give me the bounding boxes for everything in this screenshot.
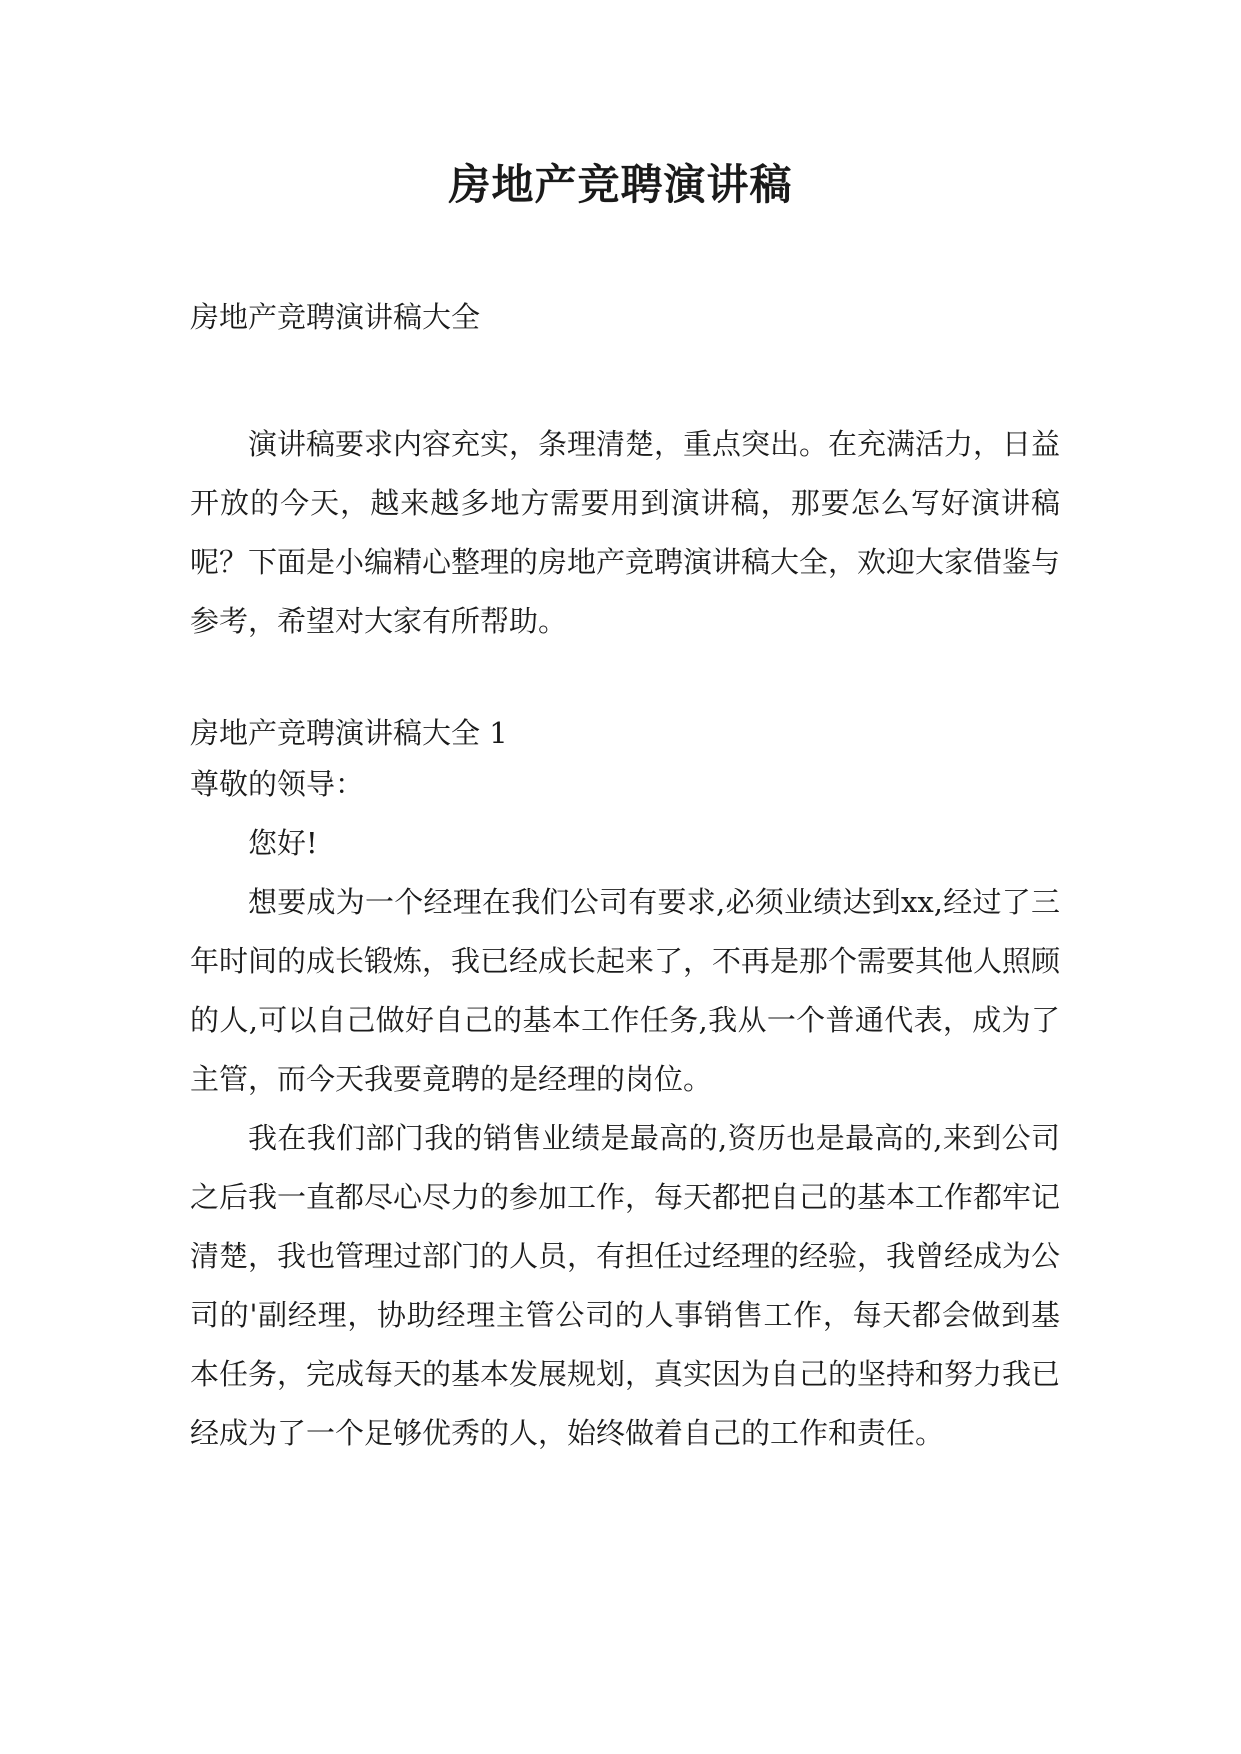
spacer <box>190 651 1060 711</box>
spacer <box>190 339 1060 415</box>
salutation: 尊敬的领导： <box>190 767 365 801</box>
section-heading: 房地产竞聘演讲稿大全 1 <box>190 716 508 750</box>
document-body <box>190 295 1060 1463</box>
intro-paragraph: 演讲稿要求内容充实，条理清楚，重点突出。在充满活力，日益开放的今天，越来越多地方需要用到演讲稿，那要怎么写好演讲稿呢？下面是小编精心整理的房地产竞聘演讲稿大全，欢迎大家借鉴与参考，希望对大家有所帮助。 <box>190 427 1061 638</box>
greeting: 您好! <box>248 826 318 860</box>
body-paragraph-1: 想要成为一个经理在我们公司有要求,必须业绩达到xx,经过了三年时间的成长锻炼，我已经成长起来了，不再是那个需要其他人照顾的人,可以自己做好自己的基本工作任务,我从一个普通代表，成为了主管，而今天我要竟聘的是经理的岗位。 <box>190 885 1061 1096</box>
body-paragraph-2: 我在我们部门我的销售业绩是最高的,资历也是最高的,来到公司之后我一直都尽心尽力的参加工作，每天都把自己的基本工作都牢记清楚，我也管理过部门的人员，有担任过经理的经验，我曾经成为公司的'副经理，协助经理主管公司的人事销售工作，每天都会做到基本任务，完成每天的基本发展规划，真实因为自己的坚持和努力我已经成为了一个足够优秀的人，始终做着自己的工作和责任。 <box>190 1121 1061 1450</box>
document-subtitle: 房地产竞聘演讲稿大全 <box>190 300 481 334</box>
document-title: 房地产竞聘演讲稿 <box>448 160 793 209</box>
